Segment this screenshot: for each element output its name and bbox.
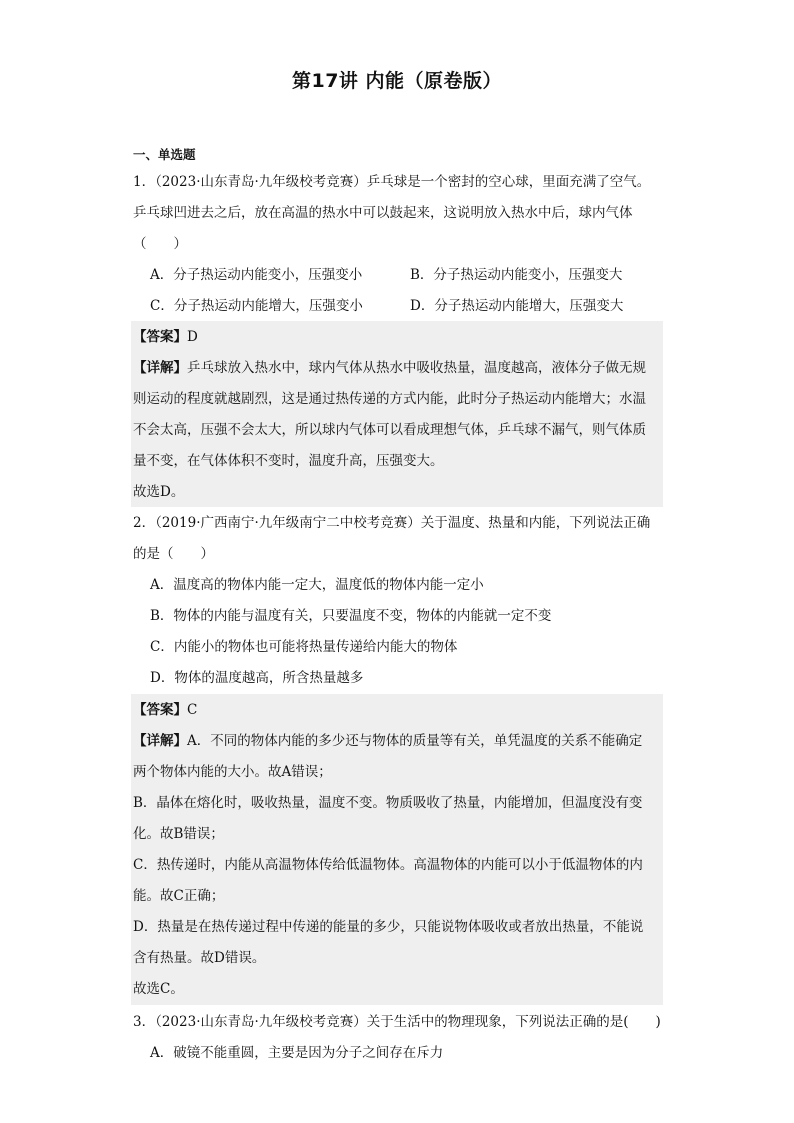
q1-stem-line-1: 1．（2023·山东青岛·九年级校考竞赛）乒乓球是一个密封的空心球，里面充满了空气。 [133, 174, 651, 190]
q1-detail-line-4: 量不变，在气体体积不变时，温度升高，压强变大。 [133, 453, 444, 469]
q1-detail-text-1: 乒乓球放入热水中，球内气体从热水中吸收热量，温度越高，液体分子做无规 [187, 360, 646, 376]
q2-option-a: A．温度高的物体内能一定大，温度低的物体内能一定小 [150, 577, 484, 593]
q1-detail-line-3: 不会太高，压强不会太大，所以球内气体可以看成理想气体，乒乓球不漏气，则气体质 [133, 422, 646, 438]
q2-answer-value: C [187, 702, 198, 718]
q1-answer [133, 328, 198, 346]
q1-answer-value: D [187, 329, 198, 345]
q2-detail-line-8: 含有热量。故D错误。 [133, 950, 266, 966]
q2-detail-line-6: 能。故C正确； [133, 888, 225, 904]
q2-detail-line-3: B．晶体在熔化时，吸收热量，温度不变。物质吸收了热量，内能增加，但温度没有变 [133, 795, 643, 811]
q1-detail-line-1 [133, 359, 646, 377]
q2-detail-line-2: 两个物体内能的大小。故A错误； [133, 764, 332, 780]
q2-stem-line-2: 的是（ ） [133, 546, 214, 562]
q2-detail-label: 【详解】 [133, 733, 187, 749]
q2-detail-line-4: 化。故B错误； [133, 826, 224, 842]
q3-stem-line-1: 3．（2023·山东青岛·九年级校考竞赛）关于生活中的物理现象，下列说法正确的是( ) [133, 1014, 661, 1030]
q2-stem-line-1: 2．（2019·广西南宁·九年级南宁二中校考竞赛）关于温度、热量和内能，下列说法正确 [133, 515, 651, 531]
q1-option-a: A．分子热运动内能变小，压强变小 [150, 267, 363, 283]
q2-detail-line-7: D．热量是在热传递过程中传递的能量的多少，只能说物体吸收或者放出热量，不能说 [133, 919, 644, 935]
q1-option-d: D．分子热运动内能增大，压强变大 [410, 298, 624, 314]
q1-detail-label: 【详解】 [133, 360, 187, 376]
q1-option-b: B．分子热运动内能变小，压强变大 [410, 267, 623, 283]
q2-answer-label: 【答案】 [133, 702, 187, 718]
q1-stem-line-2: 乒乓球凹进去之后，放在高温的热水中可以鼓起来，这说明放入热水中后，球内气体 [133, 205, 633, 221]
page-title: 第17讲 内能（原卷版） [291, 70, 503, 92]
q2-detail-line-5: C．热传递时，内能从高温物体传给低温物体。高温物体的内能可以小于低温物体的内 [133, 857, 643, 873]
q3-option-a: A．破镜不能重圆，主要是因为分子之间存在斥力 [150, 1045, 444, 1061]
q1-detail-line-5: 故选D。 [133, 484, 185, 500]
q1-stem-line-3: （ ） [133, 236, 187, 252]
q2-detail-text-1: A．不同的物体内能的多少还与物体的质量等有关，单凭温度的关系不能确定 [187, 733, 643, 749]
q2-option-b: B．物体的内能与温度有关，只要温度不变，物体的内能就一定不变 [150, 608, 552, 624]
q2-option-c: C．内能小的物体也可能将热量传递给内能大的物体 [150, 639, 458, 655]
section-heading: 一、单选题 [133, 147, 196, 162]
q2-option-d: D．物体的温度越高，所含热量越多 [150, 670, 364, 686]
q1-detail-line-2: 则运动的程度就越剧烈，这是通过热传递的方式内能，此时分子热运动内能增大；水温 [133, 391, 646, 407]
q2-answer [133, 701, 197, 719]
q1-answer-label: 【答案】 [133, 329, 187, 345]
q1-option-c: C．分子热运动内能增大，压强变小 [150, 298, 363, 314]
q1-answer-block [131, 321, 663, 507]
q2-detail-line-1 [133, 732, 642, 750]
q2-detail-line-9: 故选C。 [133, 981, 184, 997]
